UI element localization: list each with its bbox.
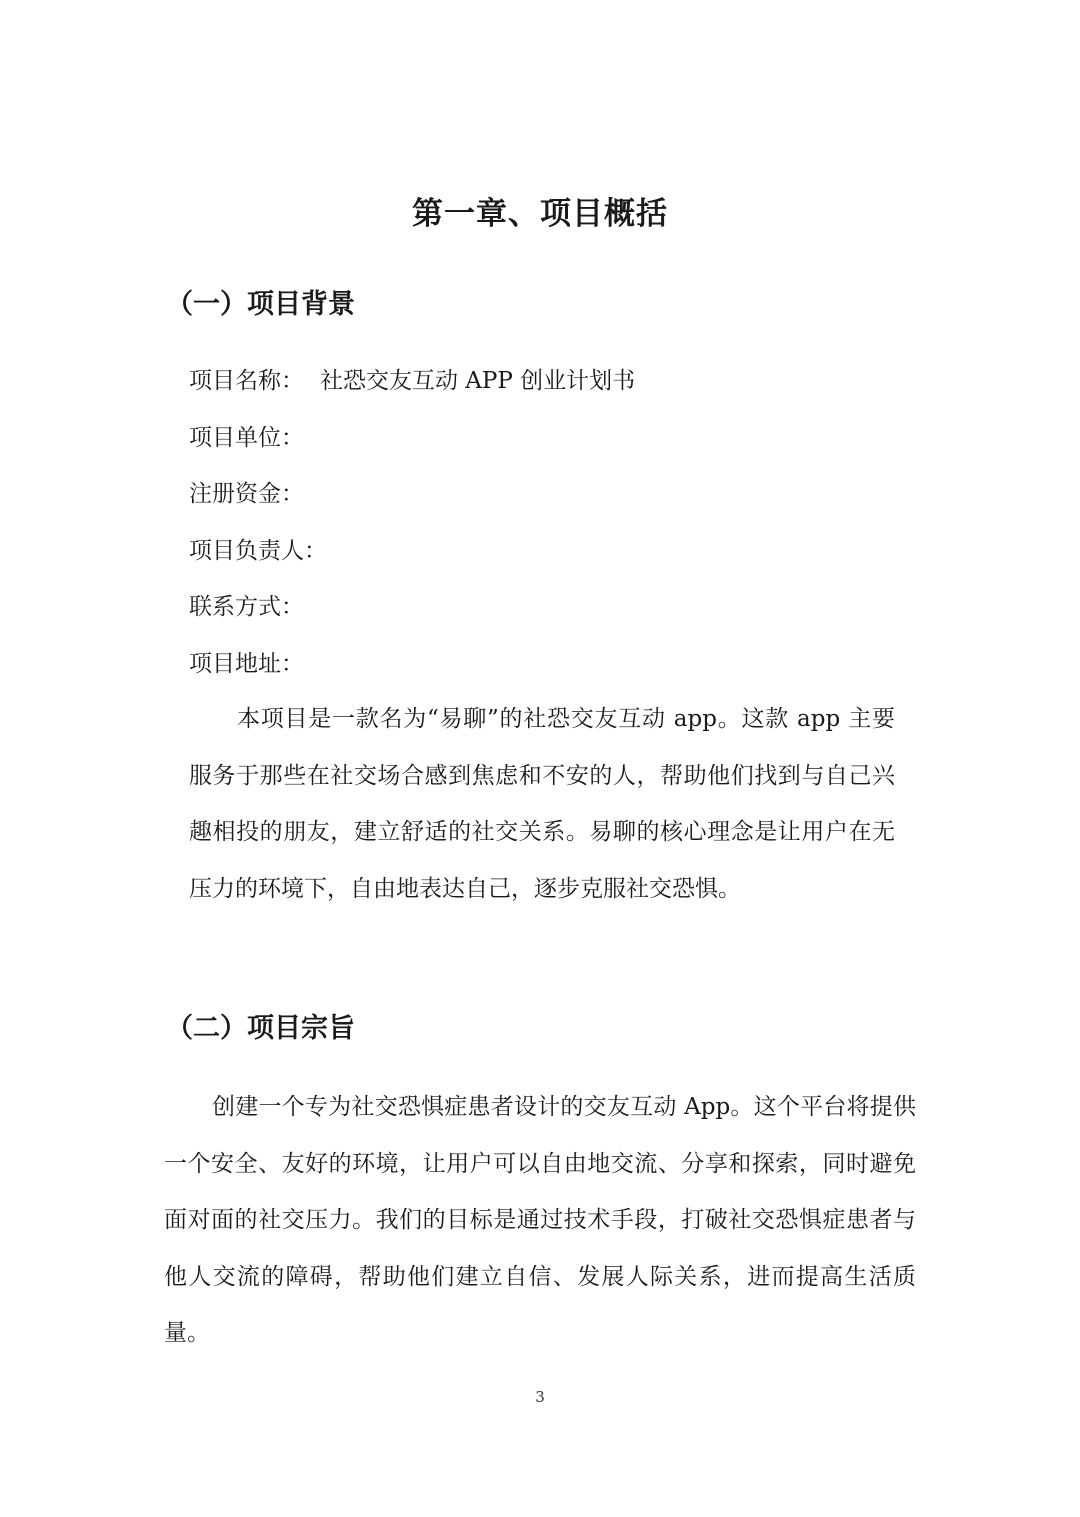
page-number: 3 (535, 1388, 545, 1406)
field-value: 社恐交友互动 APP 创业计划书 (320, 368, 636, 394)
field-project-unit (189, 417, 635, 474)
field-label: 注册资金： (189, 481, 304, 507)
section-heading-purpose: （二）项目宗旨 (166, 1013, 355, 1044)
field-registered-capital (189, 473, 635, 530)
field-project-leader (189, 530, 635, 587)
background-paragraph: 本项目是一款名为“易聊”的社恐交友互动 app。这款 app 主要服务于那些在社交场合感到焦虑和不安的人，帮助他们找到与自己兴趣相投的朋友，建立舒适的社交关系。易聊的核心理念是让用户在无压力的环境下，自由地表达自己，逐步克服社交恐惧。 (189, 706, 895, 902)
field-label: 项目负责人： (189, 537, 327, 564)
field-label: 项目名称： (189, 368, 304, 394)
field-label: 项目地址： (189, 650, 304, 677)
project-info-list (189, 360, 635, 699)
section-heading-background: （一）项目背景 (166, 289, 355, 320)
purpose-paragraph: 创建一个专为社交恐惧症患者设计的交友互动 App。这个平台将提供一个安全、友好的环境，让用户可以自由地交流、分享和探索，同时避免面对面的社交压力。我们的目标是通过技术手段，打破社交恐惧症患者与他人交流的障碍，帮助他们建立自信、发展人际关系，进而提高生活质量。 (164, 1094, 916, 1346)
field-contact (189, 586, 635, 643)
field-project-name (189, 360, 635, 417)
chapter-title: 第一章、项目概括 (412, 196, 668, 232)
field-label: 项目单位： (189, 424, 304, 451)
field-label: 联系方式： (189, 594, 304, 620)
